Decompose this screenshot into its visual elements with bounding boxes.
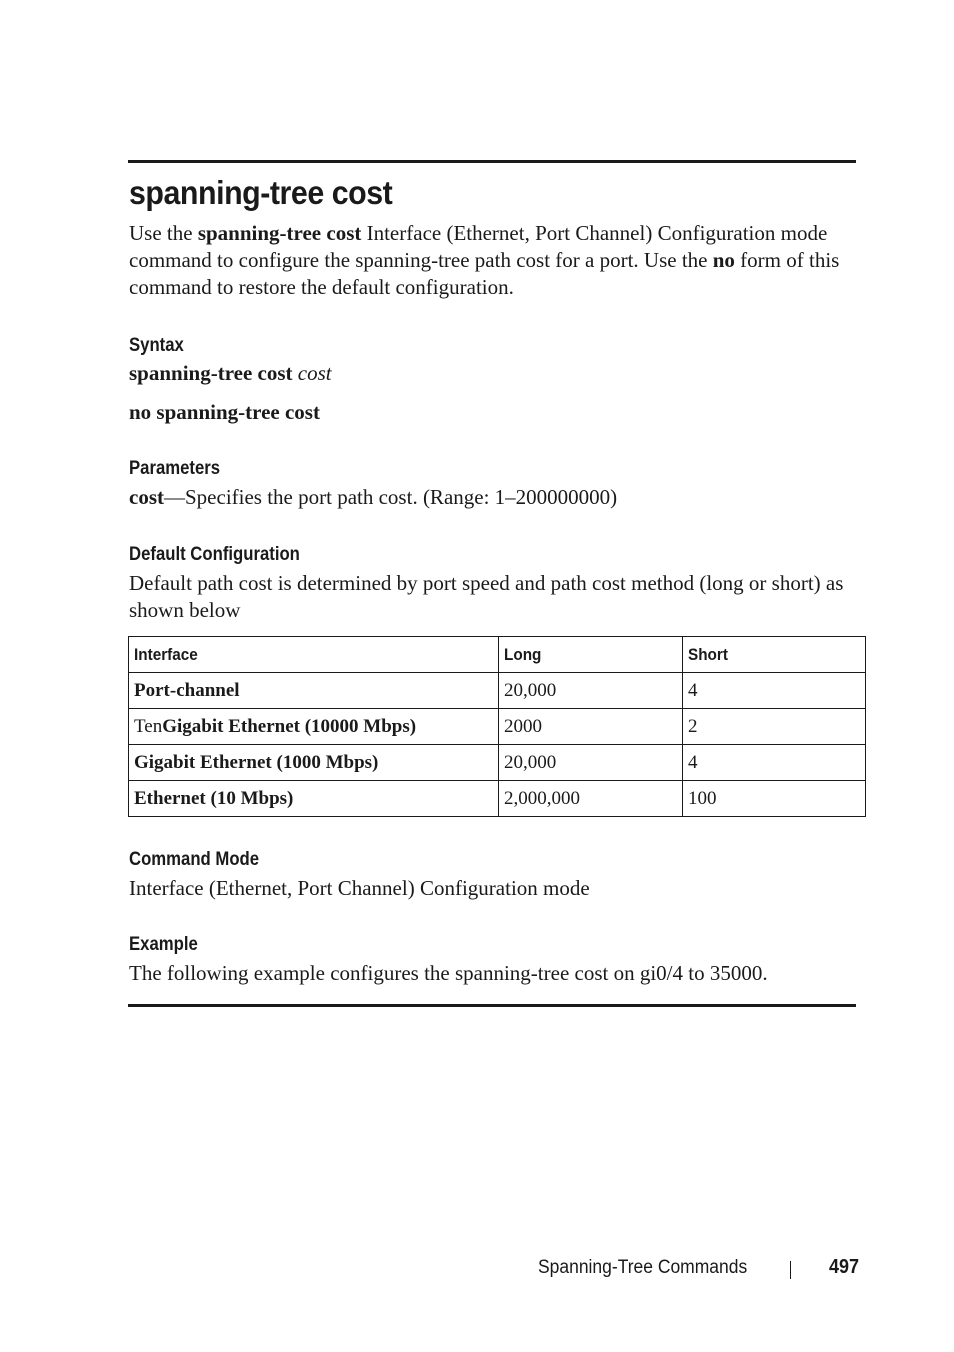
command-mode-text: Interface (Ethernet, Port Channel) Configuration mode — [129, 876, 590, 900]
cell-interface: Port-channel — [129, 673, 499, 709]
path-cost-table — [128, 636, 866, 817]
cell-long: 20,000 — [499, 745, 683, 781]
table-row — [129, 709, 866, 745]
parameters-heading: Parameters — [129, 458, 221, 479]
intro-command: spanning-tree cost — [197, 221, 362, 245]
cell-short: 4 — [683, 673, 866, 709]
header-interface: Interface — [129, 637, 499, 673]
cell-interface: TenGigabit Ethernet (10000 Mbps) — [129, 709, 499, 745]
syntax-line-1 — [129, 360, 859, 387]
table-header-row — [129, 637, 866, 673]
page-title: spanning-tree cost — [129, 174, 393, 211]
intro-text-3: form of this command to restore the default configuration. — [129, 248, 840, 299]
command-mode-heading: Command Mode — [129, 849, 260, 870]
footer-separator — [790, 1261, 791, 1279]
footer-section-title: Spanning-Tree Commands — [538, 1257, 748, 1278]
table-row — [129, 781, 866, 817]
parameter-cost — [129, 484, 859, 511]
header-short: Short — [683, 637, 866, 673]
cell-long: 2000 — [499, 709, 683, 745]
cell-long: 2,000,000 — [499, 781, 683, 817]
parameter-name: cost — [129, 485, 164, 509]
cell-short: 4 — [683, 745, 866, 781]
intro-text-2: Interface (Ethernet, Port Channel) Configuration mode command to configure the spanning-tree path cost for a port. Use the — [129, 221, 828, 272]
syntax-line-2 — [129, 399, 859, 426]
table-row — [129, 673, 866, 709]
syntax-no-command: no spanning-tree cost — [129, 400, 320, 424]
example-text: The following example configures the spanning-tree cost on gi0/4 to 35000. — [129, 961, 768, 985]
table-row — [129, 745, 866, 781]
top-rule — [128, 160, 856, 163]
example-heading: Example — [129, 934, 198, 955]
bottom-rule — [128, 1004, 856, 1007]
syntax-command: spanning-tree cost — [129, 361, 293, 385]
header-long: Long — [499, 637, 683, 673]
parameter-description: —Specifies the port path cost. (Range: 1–200000000) — [164, 485, 618, 509]
cell-interface: Gigabit Ethernet (1000 Mbps) — [129, 745, 499, 781]
syntax-argument: cost — [297, 361, 332, 385]
cell-short: 100 — [683, 781, 866, 817]
syntax-heading: Syntax — [129, 335, 184, 356]
default-config-heading: Default Configuration — [129, 544, 300, 565]
cell-interface: Ethernet (10 Mbps) — [129, 781, 499, 817]
intro-no-keyword: no — [712, 248, 735, 272]
intro-text-1: Use the — [129, 221, 198, 245]
page-number: 497 — [829, 1256, 860, 1278]
intro-paragraph — [129, 220, 859, 301]
default-config-text: Default path cost is determined by port speed and path cost method (long or short) as shown below — [129, 571, 844, 622]
cell-short: 2 — [683, 709, 866, 745]
cell-long: 20,000 — [499, 673, 683, 709]
